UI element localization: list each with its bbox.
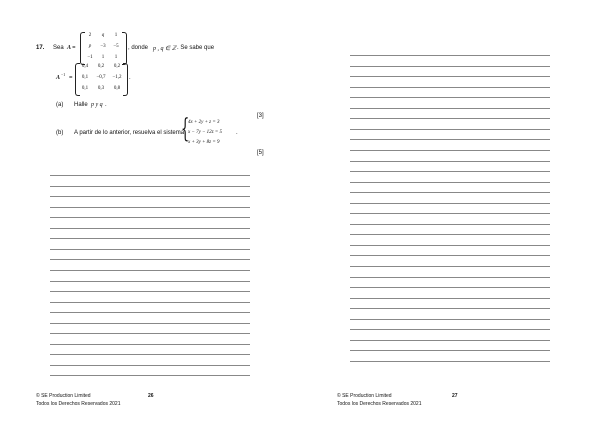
matrix-a-cell: 1 bbox=[101, 55, 105, 60]
inverse-name: A bbox=[56, 75, 61, 81]
system-equation: 4x + 2y + z = 3 bbox=[188, 120, 220, 125]
answer-line bbox=[350, 245, 550, 246]
answer-line bbox=[350, 329, 550, 330]
matrix-inv-cell: −0,7 bbox=[96, 75, 106, 80]
question-number: 17. bbox=[36, 45, 45, 51]
part-b-text: A partir de lo anterior, resuelva el sistema bbox=[74, 130, 185, 136]
answer-line bbox=[50, 365, 250, 366]
answer-line bbox=[50, 196, 250, 197]
answer-line bbox=[50, 175, 250, 176]
answer-line bbox=[50, 270, 250, 271]
answer-line bbox=[50, 312, 250, 313]
intro-donde: , donde bbox=[128, 45, 149, 51]
answer-line bbox=[350, 171, 550, 172]
answer-line bbox=[350, 66, 550, 67]
answer-line bbox=[350, 55, 550, 56]
answer-line bbox=[50, 375, 250, 376]
matrix-a-cell: 1 bbox=[114, 55, 118, 60]
answer-line bbox=[350, 97, 550, 98]
answer-line bbox=[50, 333, 250, 334]
answer-line bbox=[350, 139, 550, 140]
footer-copyright: © SE Production Limited bbox=[36, 393, 91, 399]
part-a-marks: [3] bbox=[257, 113, 264, 119]
answer-line bbox=[50, 291, 250, 292]
matrix-a-cell: 2 bbox=[88, 33, 92, 38]
matrix-inv-cell: 0,2 bbox=[113, 64, 121, 69]
answer-line bbox=[350, 319, 550, 320]
intro-vars: p , q ∈ ℤ bbox=[153, 46, 177, 52]
answer-line bbox=[50, 354, 250, 355]
answer-line bbox=[350, 340, 550, 341]
answer-line bbox=[350, 350, 550, 351]
answer-line bbox=[350, 182, 550, 183]
answer-line bbox=[50, 217, 250, 218]
matrix-inv-cell: 0,1 bbox=[81, 75, 89, 80]
answer-line bbox=[350, 129, 550, 130]
matrix-inv-cell: 0,1 bbox=[81, 86, 89, 91]
system-equation: x − 7y − 12z = 5 bbox=[188, 130, 223, 135]
answer-line bbox=[350, 203, 550, 204]
answer-line bbox=[350, 255, 550, 256]
matrix-inv-cell: −1,2 bbox=[112, 75, 122, 80]
answer-line bbox=[350, 224, 550, 225]
matrix-a-cell: 1 bbox=[114, 33, 118, 38]
inverse-eq: = bbox=[69, 75, 73, 81]
answer-line bbox=[50, 281, 250, 282]
matrix-a-cell: −3 bbox=[100, 44, 106, 49]
matrix-a bbox=[80, 32, 126, 64]
answer-line bbox=[350, 161, 550, 162]
part-a-text: Halle bbox=[74, 102, 88, 108]
part-a-label: (a) bbox=[56, 102, 64, 108]
answer-line bbox=[350, 308, 550, 309]
answer-line bbox=[350, 234, 550, 235]
answer-line bbox=[50, 238, 250, 239]
matrix-a-cell: −1 bbox=[87, 55, 93, 60]
answer-line bbox=[350, 150, 550, 151]
intro-sabe: . Se sabe que bbox=[177, 45, 215, 51]
part-a-end: . bbox=[105, 102, 107, 108]
intro-sea: Sea bbox=[53, 45, 64, 51]
matrix-inv-cell: 0,8 bbox=[113, 86, 121, 91]
inverse-sup: −1 bbox=[61, 72, 66, 77]
matrix-inv-cell: 0,2 bbox=[97, 64, 105, 69]
matrix-a-cell: p bbox=[88, 44, 92, 49]
part-b-label: (b) bbox=[56, 130, 64, 136]
answer-line bbox=[350, 287, 550, 288]
answer-line bbox=[350, 298, 550, 299]
system-equation: x + 3y + 8z = 9 bbox=[188, 140, 220, 145]
answer-line bbox=[50, 323, 250, 324]
matrix-inv-cell: 0,4 bbox=[81, 64, 89, 69]
part-b-end: . bbox=[236, 130, 238, 136]
inverse-end: . bbox=[129, 75, 131, 81]
answer-line bbox=[350, 277, 550, 278]
page-number: 27 bbox=[452, 393, 458, 399]
matrix-a-cell: −5 bbox=[113, 44, 119, 49]
system-brace: { bbox=[181, 114, 190, 144]
answer-line bbox=[50, 207, 250, 208]
answer-line bbox=[50, 302, 250, 303]
part-b-marks: [5] bbox=[257, 150, 264, 156]
matrix-a-cell: q bbox=[101, 33, 105, 38]
answer-line bbox=[350, 192, 550, 193]
footer-copyright: © SE Production Limited bbox=[337, 393, 392, 399]
answer-line bbox=[350, 87, 550, 88]
answer-line bbox=[350, 213, 550, 214]
matrix-inverse bbox=[75, 63, 127, 95]
footer-rights: Todos los Derechos Reservados 2021 bbox=[337, 401, 422, 407]
footer-rights: Todos los Derechos Reservados 2021 bbox=[36, 401, 121, 407]
matrix-a-name: A = bbox=[67, 45, 76, 51]
answer-line bbox=[50, 228, 250, 229]
answer-line bbox=[50, 344, 250, 345]
part-a-vars: p y q bbox=[91, 102, 103, 108]
answer-line bbox=[50, 249, 250, 250]
answer-line bbox=[350, 361, 550, 362]
answer-line bbox=[350, 118, 550, 119]
answer-line bbox=[50, 259, 250, 260]
answer-line bbox=[50, 186, 250, 187]
answer-line bbox=[350, 76, 550, 77]
answer-line bbox=[350, 108, 550, 109]
matrix-inv-cell: 0,3 bbox=[97, 86, 105, 91]
answer-line bbox=[350, 266, 550, 267]
page-number: 26 bbox=[148, 393, 154, 399]
